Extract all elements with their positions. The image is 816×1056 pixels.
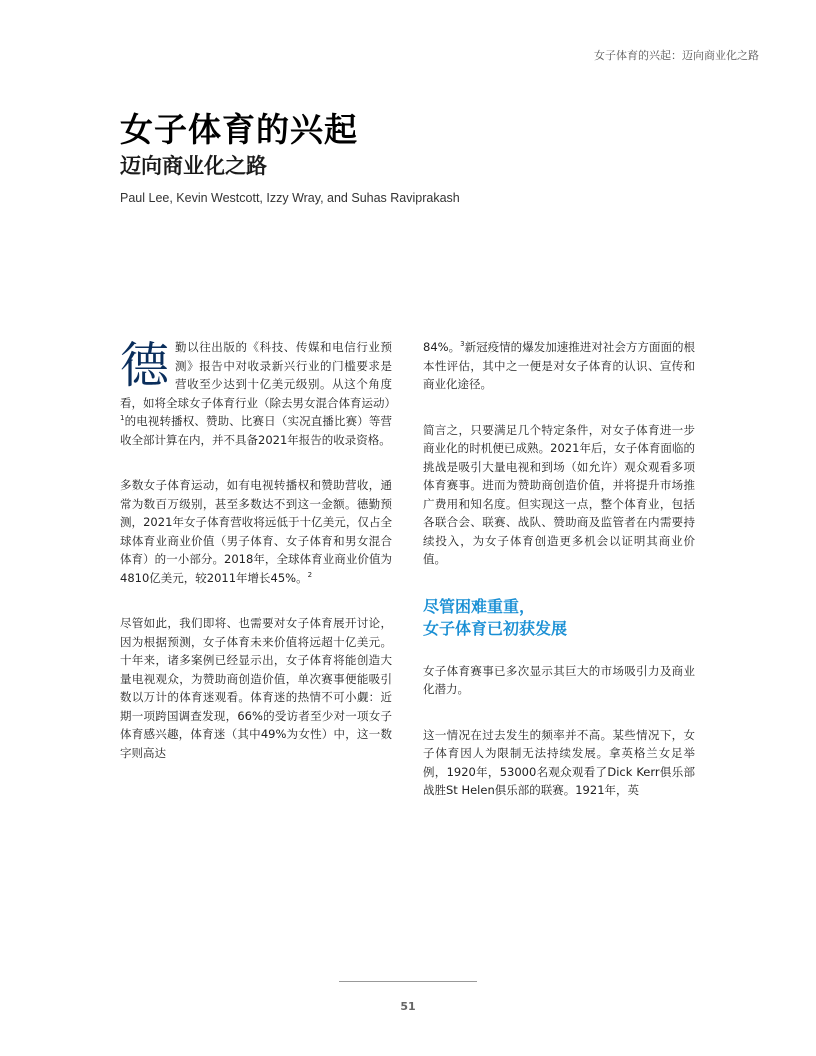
footnote-ref: 3 xyxy=(460,340,465,349)
section-heading: 尽管困难重重， 女子体育已初获发展 xyxy=(423,596,568,638)
running-header: 女子体育的兴起：迈向商业化之路 xyxy=(594,49,759,62)
footer-divider xyxy=(339,981,477,982)
paragraph: 女子体育赛事已多次显示其巨大的市场吸引力及商业化潜力。 xyxy=(423,663,695,696)
footnote-ref: 1 xyxy=(120,414,125,423)
paragraph: 这一情况在过去发生的频率并不高。某些情况下，女子体育因人为限制无法持续发展。拿英格兰女足举例，1920年，53000名观众观看了Dick Kerr俱乐部战胜St Helen俱乐部的联赛。1921年，英 xyxy=(423,727,695,797)
page-subtitle: 迈向商业化之路 xyxy=(120,154,267,178)
paragraph: 简言之，只要满足几个特定条件，对女子体育进一步商业化的时机便已成熟。2021年后，女子体育面临的挑战是吸引大量电视和到场（如允许）观众观看多项体育赛事。进而为赞助商创造价值，并将提升市场推广费用和知名度。但实现这一点，整个体育业，包括各联合会、联赛、战队、赞助商及监管者在内需要持续投入，为女子体育创造更多机会以证明其商业价值。 xyxy=(423,422,695,566)
footnote-ref: 2 xyxy=(307,570,313,579)
paragraph: 尽管如此，我们即将、也需要对女子体育展开讨论，因为根据预测，女子体育未来价值将远超十亿美元。十年来，诸多案例已经显示出，女子体育将能创造大量电视观众，为赞助商创造价值，单次赛事便能吸引数以万计的体育迷观看。体育迷的热情不可小觑：近期一项跨国调查发现，66%的受访者至少对一项女子体育感兴趣，体育迷（其中49%为女性）中，这一数字则高达 xyxy=(120,616,392,760)
page-number: 51 xyxy=(400,1000,416,1013)
left-column xyxy=(120,337,396,789)
paragraph: 多数女子体育运动，如有电视转播权和赞助营收，通常为数百万级别，甚至多数达不到这一金额。德勤预测，2021年女子体育营收将远低于十亿美元，仅占全球体育业商业价值（男子体育、女子体育和男女混合体育）的一小部分。2018年，全球体育业商业价值为4810亿美元，较2011年增长45%。$^2$ xyxy=(120,478,392,585)
paragraph-intro: 德勤以往出版的《科技、传媒和电信行业预测》报告中对收录新兴行业的门槛要求是营收至少达到十亿美元级别。从这个角度看，如将全球女子体育行业（除去男女混合体育运动）$^1$的电视转播权、赞助、比赛日（实况直播比赛）等营收全部计算在内，并不具备2021年报告的收录资格。 xyxy=(120,337,396,447)
paragraph: 84%。$^3$新冠疫情的爆发加速推进对社会方方面面的根本性评估，其中之一便是对女子体育的认识、宣传和商业化途径。 xyxy=(423,340,696,391)
authors: Paul Lee, Kevin Westcott, Izzy Wray, and Suhas Raviprakash xyxy=(120,191,460,205)
page-title: 女子体育的兴起 xyxy=(120,110,358,149)
right-column xyxy=(423,338,695,827)
drop-cap: 德 xyxy=(120,337,170,394)
